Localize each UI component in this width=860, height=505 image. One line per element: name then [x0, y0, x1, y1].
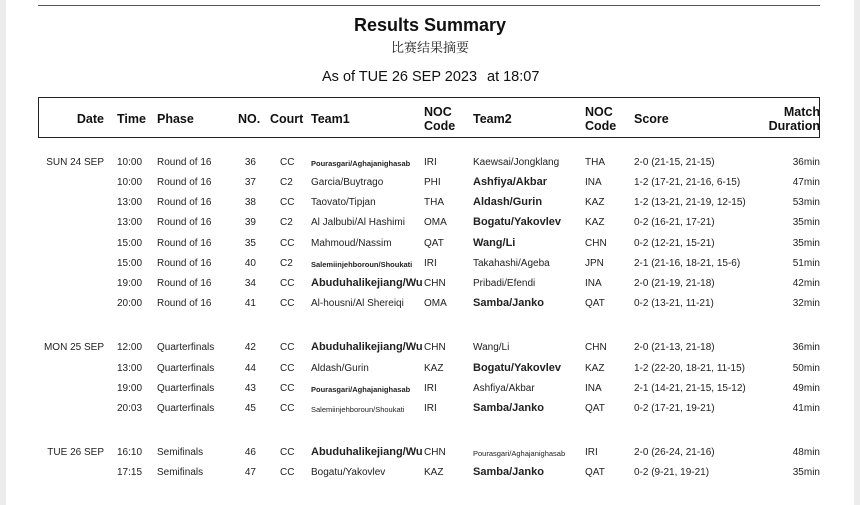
- cell-court: C2: [280, 217, 293, 228]
- cell-team2: Wang/Li: [473, 342, 510, 353]
- cell-noc2: CHN: [585, 342, 607, 353]
- cell-score: 1-2 (22-20, 18-21, 11-15): [634, 363, 745, 374]
- cell-court: C2: [280, 258, 293, 269]
- header-time: Time: [117, 112, 146, 126]
- header-duration-line1: Match: [783, 105, 820, 119]
- cell-time: 15:00: [117, 258, 143, 269]
- cell-phase: Round of 16: [157, 157, 212, 168]
- cell-court: CC: [280, 342, 295, 353]
- cell-no: 36: [244, 157, 256, 168]
- cell-no: 42: [244, 342, 256, 353]
- cell-court: CC: [280, 238, 295, 249]
- cell-time: 17:15: [117, 467, 143, 478]
- cell-team2: Ashfiya/Akbar: [473, 383, 535, 394]
- cell-noc1: THA: [424, 197, 444, 208]
- cell-score: 1-2 (17-21, 21-16, 6-15): [634, 177, 741, 188]
- cell-team1: Salemiinjehboroun/Shoukati: [311, 260, 413, 269]
- cell-noc1: KAZ: [424, 467, 444, 478]
- cell-duration: 35min: [792, 467, 820, 478]
- cell-noc1: IRI: [424, 157, 437, 168]
- cell-team2: Pribadi/Efendi: [473, 278, 536, 289]
- cell-time: 12:00: [117, 342, 143, 353]
- cell-team1: Mahmoud/Nassim: [311, 238, 392, 249]
- cell-noc2: THA: [585, 157, 605, 168]
- cell-noc2: INA: [585, 278, 602, 289]
- cell-team2: Takahashi/Ageba: [473, 258, 550, 269]
- cell-no: 43: [244, 383, 256, 394]
- cell-score: 0-2 (13-21, 11-21): [634, 298, 714, 309]
- cell-score: 2-0 (21-13, 21-18): [634, 342, 715, 353]
- cell-score: 0-2 (17-21, 19-21): [634, 403, 715, 414]
- cell-no: 35: [244, 238, 256, 249]
- page-subtitle: 比赛结果摘要: [390, 40, 469, 55]
- header-team2: Team2: [473, 112, 512, 126]
- cell-time: 13:00: [117, 197, 143, 208]
- cell-no: 34: [244, 278, 256, 289]
- cell-team1: Al-housni/Al Shereiqi: [311, 298, 404, 309]
- cell-noc1: CHN: [424, 278, 446, 289]
- cell-noc2: QAT: [585, 403, 605, 414]
- cell-duration: 47min: [792, 177, 820, 188]
- cell-phase: Quarterfinals: [157, 383, 215, 394]
- header-noc1-line1: NOC: [424, 105, 452, 119]
- cell-team1: Abuduhalikejiang/Wu: [311, 341, 423, 353]
- as-of-time: at 18:07: [487, 69, 540, 85]
- cell-phase: Semifinals: [157, 467, 204, 478]
- cell-noc1: IRI: [424, 258, 437, 269]
- cell-court: CC: [280, 447, 295, 458]
- cell-noc1: OMA: [424, 217, 447, 228]
- cell-time: 19:00: [117, 383, 143, 394]
- cell-phase: Quarterfinals: [157, 342, 215, 353]
- cell-phase: Round of 16: [157, 238, 212, 249]
- cell-team1: Bogatu/Yakovlev: [311, 467, 386, 478]
- cell-team1: Taovato/Tipjan: [311, 197, 376, 208]
- cell-phase: Round of 16: [157, 177, 212, 188]
- cell-noc2: INA: [585, 177, 602, 188]
- cell-noc1: QAT: [424, 238, 444, 249]
- cell-date: SUN 24 SEP: [46, 157, 104, 168]
- cell-court: CC: [280, 278, 295, 289]
- header-score: Score: [634, 112, 669, 126]
- cell-court: CC: [280, 363, 295, 374]
- cell-phase: Round of 16: [157, 197, 212, 208]
- cell-time: 16:10: [117, 447, 143, 458]
- cell-duration: 36min: [792, 157, 820, 168]
- cell-no: 47: [244, 467, 256, 478]
- top-divider: [38, 5, 820, 6]
- cell-duration: 36min: [792, 342, 820, 353]
- cell-duration: 32min: [792, 298, 820, 309]
- cell-score: 2-1 (21-16, 18-21, 15-6): [634, 258, 741, 269]
- cell-court: CC: [280, 383, 295, 394]
- cell-noc1: PHI: [424, 177, 441, 188]
- cell-duration: 51min: [792, 258, 820, 269]
- cell-time: 10:00: [117, 157, 143, 168]
- cell-team2: Bogatu/Yakovlev: [473, 362, 562, 374]
- cell-noc2: KAZ: [585, 197, 605, 208]
- cell-score: 2-0 (21-19, 21-18): [634, 278, 715, 289]
- cell-duration: 35min: [792, 238, 820, 249]
- cell-score: 0-2 (16-21, 17-21): [634, 217, 715, 228]
- cell-time: 10:00: [117, 177, 143, 188]
- cell-date: MON 25 SEP: [43, 342, 104, 353]
- cell-score: 2-0 (26-24, 21-16): [634, 447, 715, 458]
- cell-noc2: QAT: [585, 298, 605, 309]
- cell-team2: Wang/Li: [473, 237, 516, 249]
- cell-phase: Round of 16: [157, 298, 212, 309]
- cell-noc2: CHN: [585, 238, 607, 249]
- cell-no: 40: [244, 258, 256, 269]
- cell-score: 0-2 (9-21, 19-21): [634, 467, 710, 478]
- cell-team2: Bogatu/Yakovlev: [473, 216, 562, 228]
- cell-score: 0-2 (12-21, 15-21): [634, 238, 715, 249]
- cell-date: TUE 26 SEP: [47, 447, 104, 458]
- cell-score: 2-1 (14-21, 21-15, 15-12): [634, 383, 746, 394]
- cell-team1: Garcia/Buytrago: [311, 177, 384, 188]
- cell-no: 44: [244, 363, 256, 374]
- cell-time: 19:00: [117, 278, 143, 289]
- cell-team1: Al Jalbubi/Al Hashimi: [311, 217, 405, 228]
- cell-team2: Pourasgari/Aghajanighasab: [473, 449, 566, 458]
- cell-noc2: QAT: [585, 467, 605, 478]
- cell-team1: Aldash/Gurin: [311, 363, 369, 374]
- cell-noc1: OMA: [424, 298, 447, 309]
- cell-team1: Pourasgari/Aghajanighasab: [311, 385, 411, 394]
- cell-team2: Samba/Janko: [473, 402, 544, 414]
- cell-team2: Ashfiya/Akbar: [473, 176, 547, 188]
- cell-noc1: IRI: [424, 383, 437, 394]
- cell-phase: Round of 16: [157, 278, 212, 289]
- cell-duration: 53min: [792, 197, 820, 208]
- header-date: Date: [76, 112, 104, 126]
- cell-time: 15:00: [117, 238, 143, 249]
- cell-time: 20:00: [117, 298, 143, 309]
- cell-duration: 41min: [792, 403, 820, 414]
- header-noc1-line2: Code: [424, 119, 456, 133]
- header-team1: Team1: [311, 112, 350, 126]
- header-noc2-line2: Code: [585, 119, 617, 133]
- cell-noc1: CHN: [424, 342, 446, 353]
- cell-no: 38: [244, 197, 256, 208]
- cell-score: 1-2 (13-21, 21-19, 12-15): [634, 197, 746, 208]
- cell-noc1: CHN: [424, 447, 446, 458]
- cell-phase: Semifinals: [157, 447, 204, 458]
- cell-noc1: KAZ: [424, 363, 444, 374]
- cell-no: 39: [244, 217, 256, 228]
- cell-duration: 49min: [792, 383, 820, 394]
- cell-team2: Samba/Janko: [473, 466, 544, 478]
- cell-team1: Pourasgari/Aghajanighasab: [311, 159, 411, 168]
- header-phase: Phase: [157, 112, 194, 126]
- cell-court: CC: [280, 403, 295, 414]
- cell-court: CC: [280, 197, 295, 208]
- cell-team2: Kaewsai/Jongklang: [473, 157, 560, 168]
- cell-court: CC: [280, 157, 295, 168]
- cell-time: 13:00: [117, 363, 143, 374]
- page-title: Results Summary: [353, 15, 507, 35]
- cell-phase: Quarterfinals: [157, 363, 215, 374]
- cell-court: C2: [280, 177, 293, 188]
- cell-phase: Quarterfinals: [157, 403, 215, 414]
- cell-noc1: IRI: [424, 403, 437, 414]
- cell-phase: Round of 16: [157, 217, 212, 228]
- header-no: NO.: [238, 112, 261, 126]
- cell-duration: 48min: [792, 447, 820, 458]
- cell-team2: Samba/Janko: [473, 297, 544, 309]
- cell-score: 2-0 (21-15, 21-15): [634, 157, 715, 168]
- header-noc2-line1: NOC: [585, 105, 613, 119]
- cell-team1: Abuduhalikejiang/Wu: [311, 277, 423, 289]
- cell-duration: 42min: [792, 278, 820, 289]
- cell-time: 13:00: [117, 217, 143, 228]
- as-of-date: As of TUE 26 SEP 2023: [322, 69, 478, 85]
- cell-no: 46: [244, 447, 256, 458]
- cell-duration: 35min: [792, 217, 820, 228]
- header-duration-line2: Duration: [768, 119, 820, 133]
- cell-team1: Abuduhalikejiang/Wu: [311, 446, 423, 458]
- cell-phase: Round of 16: [157, 258, 212, 269]
- cell-time: 20:03: [117, 403, 143, 414]
- cell-noc2: IRI: [585, 447, 598, 458]
- cell-noc2: JPN: [585, 258, 604, 269]
- cell-team2: Aldash/Gurin: [473, 196, 543, 208]
- cell-duration: 50min: [792, 363, 820, 374]
- cell-noc2: KAZ: [585, 217, 605, 228]
- cell-team1: Salemiinjehboroun/Shoukati: [311, 405, 405, 414]
- cell-noc2: INA: [585, 383, 602, 394]
- cell-no: 37: [244, 177, 256, 188]
- cell-no: 41: [244, 298, 256, 309]
- cell-noc2: KAZ: [585, 363, 605, 374]
- cell-court: CC: [280, 298, 295, 309]
- cell-court: CC: [280, 467, 295, 478]
- cell-no: 45: [244, 403, 256, 414]
- header-court: Court: [270, 112, 304, 126]
